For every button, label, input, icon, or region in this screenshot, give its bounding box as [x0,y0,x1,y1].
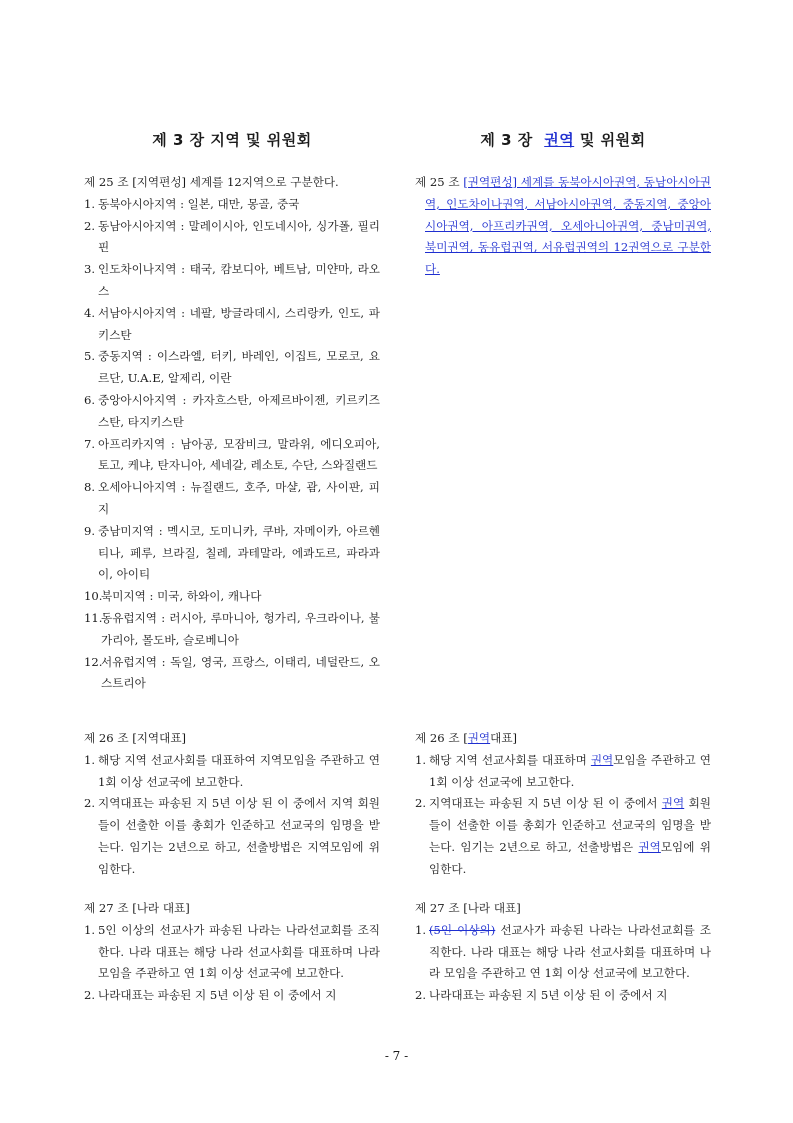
revised-term: 권역 [544,131,575,149]
list-item: 12. 서유럽지역 : 독일, 영국, 프랑스, 이태리, 네덜란드, 오스트리아 [84,654,380,691]
list-item: 7. 아프리카지역 : 남아공, 모잠비크, 말라위, 에디오피아, 토고, 케냐, 탄자니아, 세네갈, 레소토, 수단, 스와질랜드 [84,436,380,473]
article-26-revised [415,728,711,881]
article-25-original [84,172,380,695]
article-25-revised: 제 25 조 [권역편성] 세계를 동북아시아권역, 동남아시아권역, 인도차이나권역, 서남아시아권역, 중동지역, 중앙아시아권역, 아프리카권역, 오세아니아권역, 중남미권역, 북미권역, 동유럽권역, 서유럽권역의 12권역으로 구분한다. [415,175,711,277]
revised-term: 권역 [467,731,491,745]
article-title: 제 27 조 [나라 대표] [84,901,190,915]
article-title: 제 26 조 [권역대표] [415,731,518,745]
chapter-heading-revised: 제 3 장 권역 및 위원회 [480,131,646,149]
article-title: 제 25 조 [지역편성] 세계를 12지역으로 구분한다. [84,175,339,189]
list-item: 9. 중남미지역 : 멕시코, 도미니카, 쿠바, 자메이카, 아르헨티나, 페루, 브라질, 칠레, 과테말라, 에콰도르, 파라과이, 아이티 [84,523,380,582]
item-text: 서유럽지역 : 독일, 영국, 프랑스, 이태리, 네덜란드, 오스트리아 [101,654,380,691]
list-item: 8. 오세아니아지역 : 뉴질랜드, 호주, 마샬, 괌, 사이판, 피지 [84,480,380,516]
list-item: 2. 지역대표는 파송된 지 5년 이상 된 이 중에서 권역 회원들이 선출한 이를 총회가 인준하고 선교국의 임명을 받는다. 임기는 2년으로 하고, 선출방법은 권역모임에 위임한다. [415,796,711,876]
list-item: 11. 동유럽지역 : 러시아, 루마니아, 헝가리, 우크라이나, 불가리아, 몰도바, 슬로베니아 [84,610,380,647]
list-item: 1. 해당 지역 선교사회를 대표하며 권역모임을 주관하고 연 1회 이상 선교국에 보고한다. [415,752,711,789]
item-text: 동남아시아지역 : 말레이시아, 인도네시아, 싱가폴, 필리핀 [98,218,380,255]
list-item: 10. 북미지역 : 미국, 하와이, 캐나다 [84,589,262,604]
article-27-revised [415,898,711,1007]
revised-text: [권역편성] 세계를 동북아시아권역, 동남아시아권역, 인도차이나권역, 서남아시아권역, 중동지역, 중앙아시아권역, 아프리카권역, 오세아니아권역, 중남미권역, 북미권역, 동유럽권역, 서유럽권역의 12권역으로 구분한다. [425,175,711,277]
revised-column [415,128,711,1003]
list-item: 2. 나라대표는 파송된 지 5년 이상 된 이 중에서 지 [415,988,668,1003]
item-text: 동북아시아지역 : 일본, 대만, 몽골, 중국 [98,196,300,211]
item-text: 해당 지역 선교사회를 대표하여 지역모임을 주관하고 연 1회 이상 선교국에 보고한다. [98,752,380,789]
item-text: 아프리카지역 : 남아공, 모잠비크, 말라위, 에디오피아, 토고, 케냐, 탄자니아, 세네갈, 레소토, 수단, 스와질랜드 [98,436,380,473]
item-text: 서남아시아지역 : 네팔, 방글라데시, 스리랑카, 인도, 파키스탄 [98,305,380,342]
item-text: 오세아니아지역 : 뉴질랜드, 호주, 마샬, 괌, 사이판, 피지 [98,480,380,516]
list-item: 2. 지역대표는 파송된 지 5년 이상 된 이 중에서 지역 회원들이 선출한 이를 총회가 인준하고 선교국의 임명을 받는다. 임기는 2년으로 하고, 선출방법은 지역모임에 위임한다. [84,796,380,876]
article-title: 제 27 조 [나라 대표] [415,901,521,915]
list-item: 4. 서남아시아지역 : 네팔, 방글라데시, 스리랑카, 인도, 파키스탄 [84,305,380,342]
item-text: 북미지역 : 미국, 하와이, 캐나다 [101,589,262,604]
item-text: 인도차이나지역 : 태국, 캄보디아, 베트남, 미얀마, 라오스 [98,262,380,298]
revised-term: 권역 [590,752,614,767]
page-number: - 7 - [384,1049,409,1063]
list-item: 5. 중동지역 : 이스라엘, 터키, 바레인, 이집트, 모로코, 요르단, U.A.E, 알제리, 이란 [84,349,380,386]
region-list [84,194,380,695]
item-text: 5인 이상의 선교사가 파송된 나라는 나라선교회를 조직한다. 나라 대표는 해당 나라 선교사회를 대표하며 나라 모임을 주관하고 연 1회 이상 선교국에 보고한다. [98,922,380,981]
deleted-text: (5인 이상의) [429,922,496,937]
list-item: 2. 나라대표는 파송된 지 5년 이상 된 이 중에서 지 [84,988,337,1003]
list-item: 1. 해당 지역 선교사회를 대표하여 지역모임을 주관하고 연 1회 이상 선교국에 보고한다. [84,752,380,789]
list-item: 1. (5인 이상의) 선교사가 파송된 나라는 나라선교회를 조직한다. 나라 대표는 해당 나라 선교사회를 대표하며 나라 모임을 주관하고 연 1회 이상 선교국에 보고한다. [415,922,711,981]
item-text: 지역대표는 파송된 지 5년 이상 된 이 중에서 지역 회원들이 선출한 이를 총회가 인준하고 선교국의 임명을 받는다. 임기는 2년으로 하고, 선출방법은 지역모임에 위임한다. [98,796,380,876]
list-item: 1. 5인 이상의 선교사가 파송된 나라는 나라선교회를 조직한다. 나라 대표는 해당 나라 선교사회를 대표하며 나라 모임을 주관하고 연 1회 이상 선교국에 보고한다. [84,922,380,981]
revised-term: 권역 [638,839,661,854]
list-item: 2. 동남아시아지역 : 말레이시아, 인도네시아, 싱가폴, 필리핀 [84,218,380,255]
item-text: 중남미지역 : 멕시코, 도미니카, 쿠바, 자메이카, 아르헨티나, 페루, 브라질, 칠레, 과테말라, 에콰도르, 파라과이, 아이티 [98,523,380,582]
revised-term: 권역 [661,796,685,811]
article-title: 제 26 조 [지역대표] [84,731,187,745]
list-item: 1. 동북아시아지역 : 일본, 대만, 몽골, 중국 [84,196,300,211]
original-column [84,128,380,1003]
item-text: 나라대표는 파송된 지 5년 이상 된 이 중에서 지 [98,988,337,1003]
item-text: 나라대표는 파송된 지 5년 이상 된 이 중에서 지 [429,988,668,1003]
item-text: 중앙아시아지역 : 카자흐스탄, 아제르바이젠, 키르키즈스탄, 타지키스탄 [98,392,380,429]
chapter-heading-original: 제 3 장 지역 및 위원회 [152,131,312,149]
item-text: 중동지역 : 이스라엘, 터키, 바레인, 이집트, 모로코, 요르단, U.A.E, 알제리, 이란 [98,349,380,386]
article-27-original [84,898,380,1007]
article-26-original [84,728,380,881]
list-item: 6. 중앙아시아지역 : 카자흐스탄, 아제르바이젠, 키르키즈스탄, 타지키스탄 [84,392,380,429]
item-text: 동유럽지역 : 러시아, 루마니아, 헝가리, 우크라이나, 불가리아, 몰도바, 슬로베니아 [101,610,380,647]
list-item: 3. 인도차이나지역 : 태국, 캄보디아, 베트남, 미얀마, 라오스 [84,262,380,298]
